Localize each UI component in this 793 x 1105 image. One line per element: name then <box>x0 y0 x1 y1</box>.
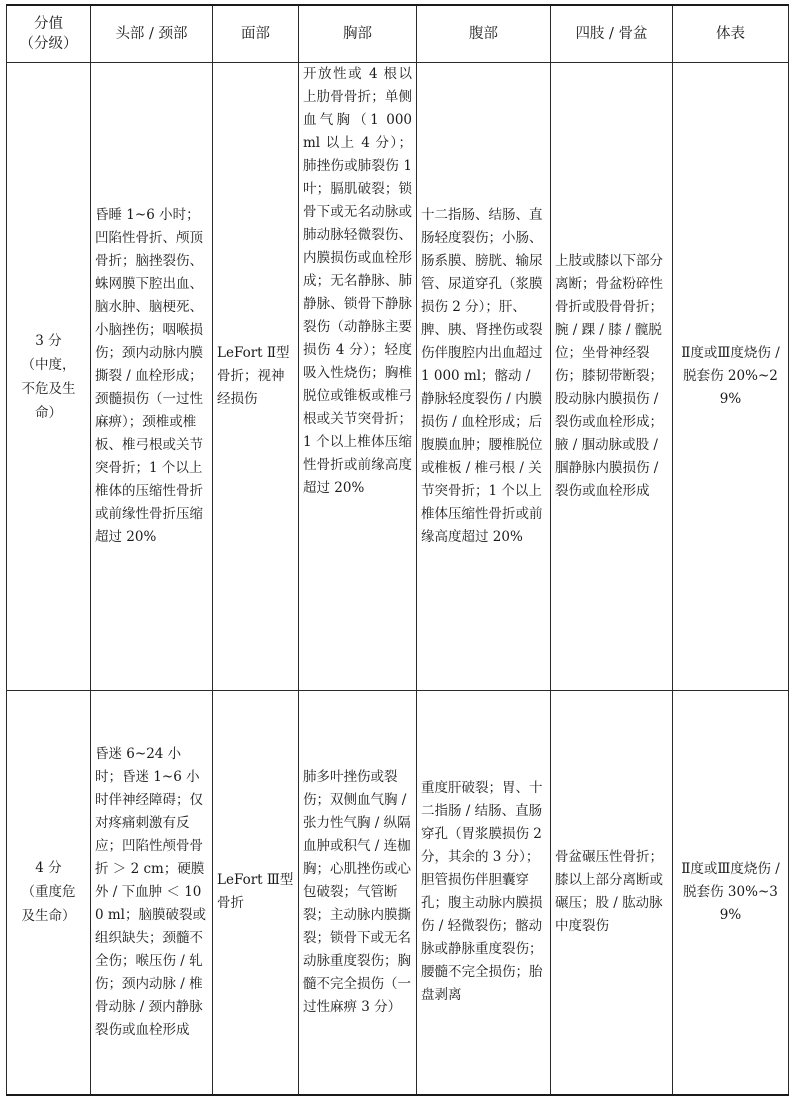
chest-text: 开放性或 4 根以上肋骨骨折；单侧血气胸（1 000 ml 以上 4 分）；肺挫伤或肺裂伤 1 叶；膈肌破裂；锁骨下或无名动脉或肺动脉轻微裂伤、内膜损伤或血栓形成；无名静脉、肺静脉、锁骨下静脉裂伤（动静脉主要损伤 4 分）；轻度吸入性烧伤；胸椎脱位或锥板或椎弓根或关节突骨折；1 个以上椎体压缩性骨折或前缘高度超过 20% <box>303 66 412 496</box>
head-neck-text: 昏睡 1~6 小时；凹陷性骨折、颅顶骨折；脑挫裂伤、蛛网膜下腔出血、脑水肿、脑梗死、小脑挫伤；咽喉损伤；颈内动脉内膜撕裂 / 血栓形成；颈髓损伤（一过性麻痹）；颈椎或椎板、椎弓根或关节突骨折；1 个以上椎体的压缩性骨折或前缘性骨折压缩超过 20% <box>95 207 203 545</box>
grade-line: 及生命） <box>21 908 76 925</box>
face-text: LeFort Ⅱ型骨折；视神经损伤 <box>217 345 290 407</box>
chest-cell <box>299 63 417 691</box>
header-chest: 胸部 <box>299 5 417 63</box>
grade-line: 4 分 <box>35 860 62 877</box>
header-limbs-pelvis: 四肢 / 骨盆 <box>551 5 673 63</box>
grade-cell <box>7 63 91 691</box>
ais-score-table <box>6 4 789 1096</box>
header-abdomen: 腹部 <box>417 5 551 63</box>
header-head-neck: 头部 / 颈部 <box>91 5 213 63</box>
table-row <box>7 691 789 1095</box>
grade-line: （重度危 <box>21 884 76 901</box>
face-cell <box>213 63 299 691</box>
head-neck-cell <box>91 63 213 691</box>
abdomen-text: 重度肝破裂；胃、十二指肠 / 结肠、直肠穿孔（胃浆膜损伤 2 分，其余的 3 分）；胆管损伤伴胆囊穿孔；腹主动脉内膜损伤 / 轻微裂伤；髂动脉或静脉重度裂伤；腰髓不完全损伤；胎盘剥离 <box>421 780 543 1004</box>
abdomen-cell <box>417 691 551 1095</box>
grade-line: 不危及生 <box>21 380 76 397</box>
header-grade-line2: （分级） <box>19 36 78 52</box>
grade-line: 命） <box>35 404 62 421</box>
surface-text: Ⅱ度或Ⅲ度烧伤 / 脱套伤 20%~29% <box>681 345 780 407</box>
grade-line: （中度， <box>21 356 76 373</box>
surface-cell <box>673 691 789 1095</box>
limbs-pelvis-cell <box>551 63 673 691</box>
limbs-pelvis-text: 骨盆碾压性骨折；膝以上部分离断或碾压；股 / 肱动脉中度裂伤 <box>555 849 663 935</box>
header-surface: 体表 <box>673 5 789 63</box>
chest-cell <box>299 691 417 1095</box>
grade-line: 3 分 <box>35 332 62 349</box>
head-neck-text: 昏迷 6~24 小时；昏迷 1~6 小时伴神经障碍；仅对疼痛刺激有反应；凹陷性颅骨骨折 ＞ 2 cm；硬膜外 / 下血肿 ＜ 100 ml；脑膜破裂或组织缺失；颈髓不全伤；喉压伤 / 轧伤；颈内动脉 / 椎骨动脉 / 颈内静脉裂伤或血栓形成 <box>95 745 206 1038</box>
grade-cell <box>7 691 91 1095</box>
header-grade-line1: 分值 <box>34 16 63 32</box>
header-face: 面部 <box>213 5 299 63</box>
table-row <box>7 63 789 691</box>
table-header-row <box>7 5 789 63</box>
limbs-pelvis-cell <box>551 691 673 1095</box>
surface-cell <box>673 63 789 691</box>
header-grade <box>7 5 91 63</box>
head-neck-cell <box>91 691 213 1095</box>
abdomen-text: 十二指肠、结肠、直肠轻度裂伤；小肠、肠系膜、膀胱、输尿管、尿道穿孔（浆膜损伤 2 分）；肝、脾、胰、肾挫伤或裂伤伴腹腔内出血超过 1 000 ml；髂动 / 静脉轻度裂伤 / 内膜损伤 / 血栓形成；后腹膜血肿；腰椎脱位或椎板 / 椎弓根 / 关节突骨折；1 个以上椎体压缩性骨折或前缘高度超过 20% <box>421 207 543 545</box>
limbs-pelvis-text: 上肢或膝以下部分离断；骨盆粉碎性骨折或股骨骨折；腕 / 踝 / 膝 / 髋脱位；坐骨神经裂伤；膝韧带断裂；股动脉内膜损伤 / 裂伤或血栓形成；腋 / 腘动脉或股 / 腘静脉内膜损伤 / 裂伤或血栓形成 <box>555 253 663 499</box>
face-cell <box>213 691 299 1095</box>
face-text: LeFort Ⅲ型骨折 <box>217 872 294 912</box>
abdomen-cell <box>417 63 551 691</box>
surface-text: Ⅱ度或Ⅲ度烧伤 / 脱套伤 30%~39% <box>681 860 780 923</box>
chest-text: 肺多叶挫伤或裂伤；双侧血气胸 / 张力性气胸 / 纵隔血肿或积气 / 连枷胸；心肌挫伤或心包破裂；气管断裂；主动脉内膜撕裂；锁骨下或无名动脉重度裂伤；胸髓不完全损伤（一过性麻痹 3 分） <box>303 768 411 1015</box>
